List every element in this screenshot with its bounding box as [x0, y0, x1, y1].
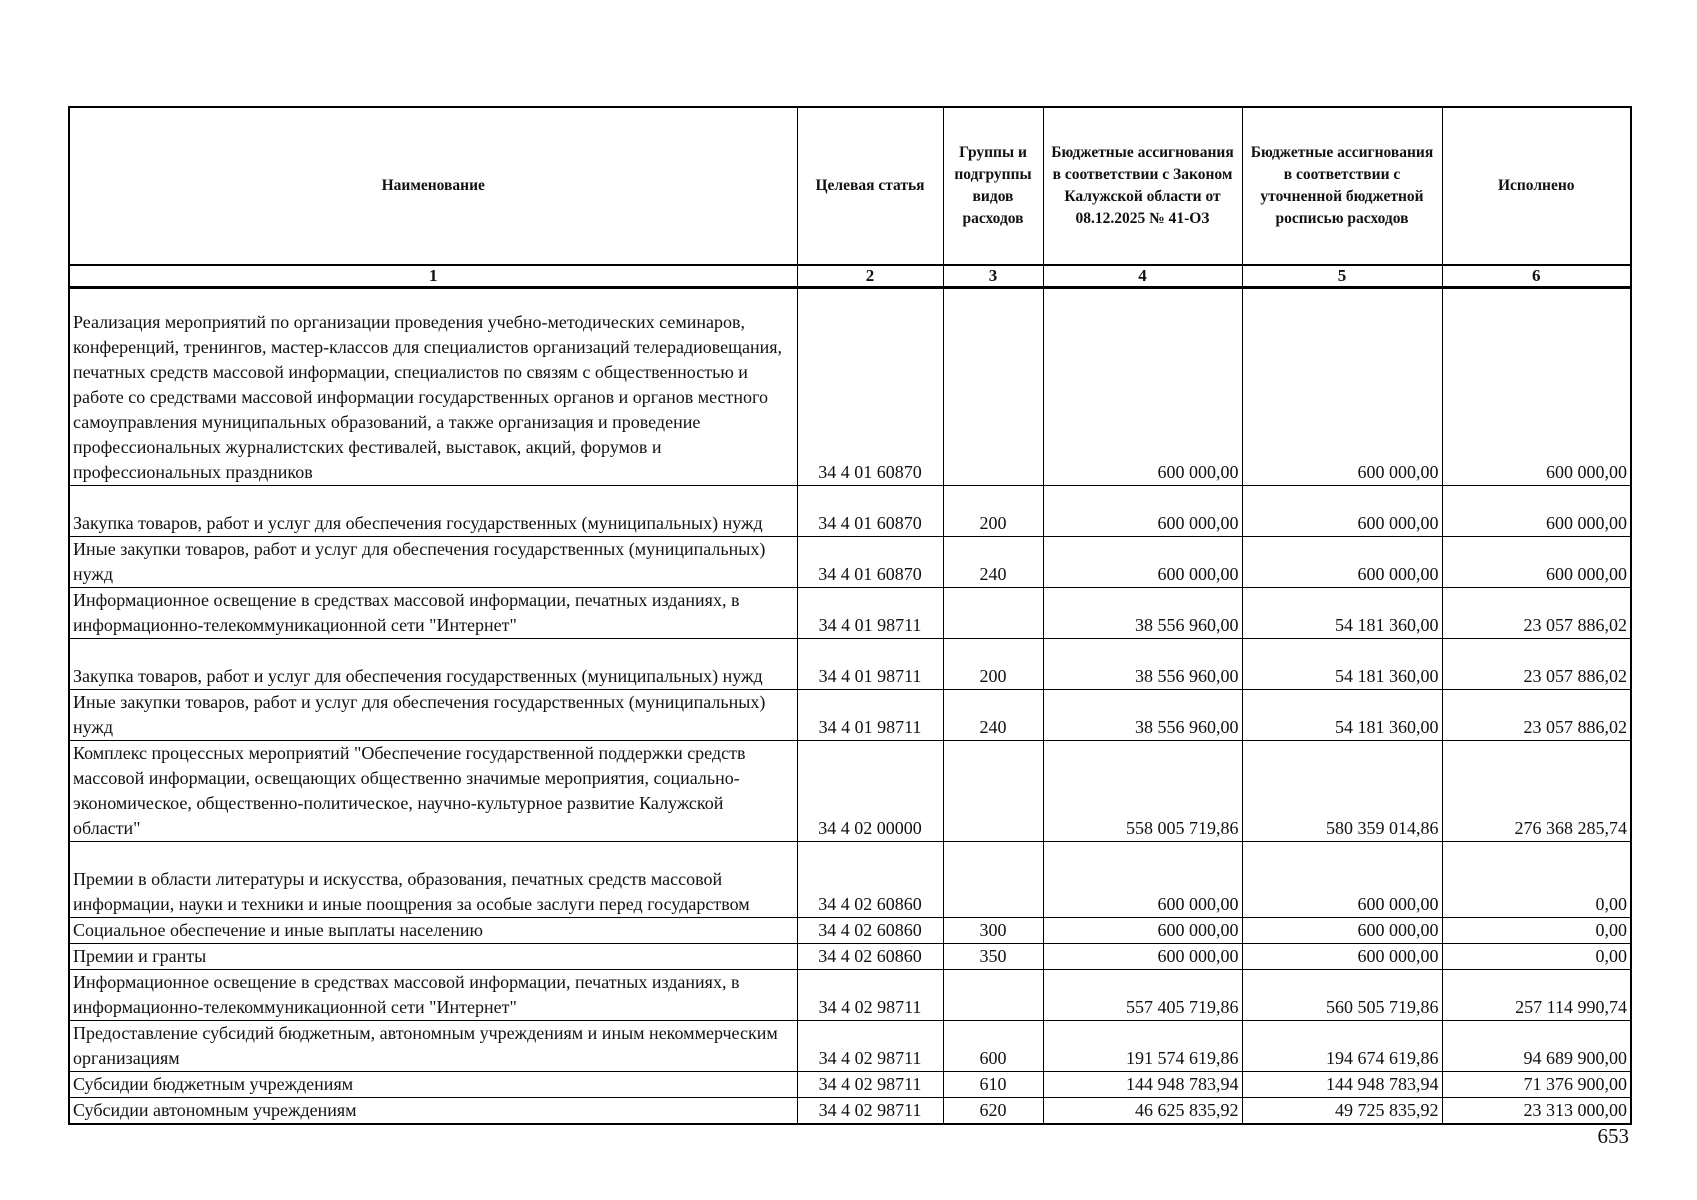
row-law-amount: 600 000,00: [1043, 842, 1242, 918]
row-executed-amount: 600 000,00: [1442, 537, 1631, 588]
table-row: [69, 1098, 1631, 1125]
row-group: 620: [943, 1098, 1043, 1125]
row-name: Предоставление субсидий бюджетным, автономным учреждениям и иным некоммерческим организациям: [69, 1021, 797, 1072]
row-executed-amount: 600 000,00: [1442, 486, 1631, 537]
row-law-amount: 38 556 960,00: [1043, 690, 1242, 741]
row-law-amount: 600 000,00: [1043, 537, 1242, 588]
header-refined-allocations: Бюджетные ассигнования в соответствии с уточненной бюджетной росписью расходов: [1242, 107, 1442, 265]
row-group: [943, 288, 1043, 486]
row-law-amount: 144 948 783,94: [1043, 1072, 1242, 1098]
row-law-amount: 38 556 960,00: [1043, 639, 1242, 690]
row-code: 34 4 02 98711: [797, 1021, 943, 1072]
table-row: [69, 842, 1631, 918]
row-name: Премии в области литературы и искусства, образования, печатных средств массовой информации, науки и техники и иные поощрения за особые заслуги перед государством: [69, 842, 797, 918]
row-group: [943, 970, 1043, 1021]
row-executed-amount: 257 114 990,74: [1442, 970, 1631, 1021]
row-refined-amount: 600 000,00: [1242, 944, 1442, 970]
row-group: 300: [943, 918, 1043, 944]
row-code: 34 4 01 98711: [797, 690, 943, 741]
row-refined-amount: 49 725 835,92: [1242, 1098, 1442, 1125]
row-group: [943, 741, 1043, 842]
column-number: 3: [943, 265, 1043, 288]
row-refined-amount: 600 000,00: [1242, 918, 1442, 944]
column-number-row: [69, 265, 1631, 288]
row-group: 610: [943, 1072, 1043, 1098]
row-group: 350: [943, 944, 1043, 970]
row-name: Субсидии бюджетным учреждениям: [69, 1072, 797, 1098]
row-name: Реализация мероприятий по организации проведения учебно-методических семинаров, конференций, тренингов, мастер-классов для специалистов организаций телерадиовещания, печатных средств массовой информации, специалистов по связям с общественностью и работе со средствами массовой информации государственных органов и органов местного самоуправления муниципальных образований, а также организация и проведение профессиональных журналистских фестивалей, выставок, акций, форумов и профессиональных праздников: [69, 288, 797, 486]
row-executed-amount: 23 057 886,02: [1442, 690, 1631, 741]
row-executed-amount: 23 057 886,02: [1442, 588, 1631, 639]
row-refined-amount: 144 948 783,94: [1242, 1072, 1442, 1098]
header-name: Наименование: [69, 107, 797, 265]
row-name: Комплекс процессных мероприятий "Обеспечение государственной поддержки средств массовой информации, освещающих общественно значимые мероприятия, социально-экономическое, общественно-политическое, научно-культурное развитие Калужской области": [69, 741, 797, 842]
row-executed-amount: 23 057 886,02: [1442, 639, 1631, 690]
table-row: [69, 918, 1631, 944]
row-law-amount: 46 625 835,92: [1043, 1098, 1242, 1125]
row-code: 34 4 02 60860: [797, 918, 943, 944]
row-law-amount: 600 000,00: [1043, 944, 1242, 970]
row-name: Премии и гранты: [69, 944, 797, 970]
row-group: 240: [943, 537, 1043, 588]
table-row: [69, 288, 1631, 486]
row-group: 600: [943, 1021, 1043, 1072]
row-refined-amount: 54 181 360,00: [1242, 690, 1442, 741]
row-refined-amount: 600 000,00: [1242, 537, 1442, 588]
table-row: [69, 944, 1631, 970]
row-law-amount: 600 000,00: [1043, 918, 1242, 944]
header-law-allocations: Бюджетные ассигнования в соответствии с Законом Калужской области от 08.12.2025 № 41-ОЗ: [1043, 107, 1242, 265]
table-row: [69, 486, 1631, 537]
row-name: Закупка товаров, работ и услуг для обеспечения государственных (муниципальных) нужд: [69, 639, 797, 690]
row-name: Иные закупки товаров, работ и услуг для обеспечения государственных (муниципальных) нужд: [69, 537, 797, 588]
column-number: 1: [69, 265, 797, 288]
table-row: [69, 639, 1631, 690]
column-number: 6: [1442, 265, 1631, 288]
row-name: Информационное освещение в средствах массовой информации, печатных изданиях, в информационно-телекоммуникационной сети "Интернет": [69, 970, 797, 1021]
table-row: [69, 588, 1631, 639]
row-executed-amount: 0,00: [1442, 842, 1631, 918]
row-code: 34 4 02 98711: [797, 1098, 943, 1125]
row-code: 34 4 01 98711: [797, 588, 943, 639]
table-header-row: [69, 107, 1631, 265]
header-expense-groups: Группы и подгруппы видов расходов: [943, 107, 1043, 265]
table-row: [69, 970, 1631, 1021]
row-refined-amount: 54 181 360,00: [1242, 588, 1442, 639]
row-refined-amount: 580 359 014,86: [1242, 741, 1442, 842]
row-group: [943, 588, 1043, 639]
header-target-article: Целевая статья: [797, 107, 943, 265]
table-row: [69, 690, 1631, 741]
row-group: 240: [943, 690, 1043, 741]
row-law-amount: 600 000,00: [1043, 288, 1242, 486]
row-law-amount: 191 574 619,86: [1043, 1021, 1242, 1072]
row-code: 34 4 02 00000: [797, 741, 943, 842]
row-code: 34 4 01 60870: [797, 486, 943, 537]
row-law-amount: 600 000,00: [1043, 486, 1242, 537]
row-executed-amount: 23 313 000,00: [1442, 1098, 1631, 1125]
row-refined-amount: 194 674 619,86: [1242, 1021, 1442, 1072]
column-number: 4: [1043, 265, 1242, 288]
row-executed-amount: 600 000,00: [1442, 288, 1631, 486]
row-code: 34 4 02 60860: [797, 944, 943, 970]
row-code: 34 4 02 60860: [797, 842, 943, 918]
row-code: 34 4 01 60870: [797, 288, 943, 486]
row-group: [943, 842, 1043, 918]
row-name: Информационное освещение в средствах массовой информации, печатных изданиях, в информационно-телекоммуникационной сети "Интернет": [69, 588, 797, 639]
row-name: Субсидии автономным учреждениям: [69, 1098, 797, 1125]
row-refined-amount: 600 000,00: [1242, 486, 1442, 537]
row-law-amount: 38 556 960,00: [1043, 588, 1242, 639]
row-executed-amount: 71 376 900,00: [1442, 1072, 1631, 1098]
table-row: [69, 1072, 1631, 1098]
row-name: Иные закупки товаров, работ и услуг для обеспечения государственных (муниципальных) нужд: [69, 690, 797, 741]
table-row: [69, 1021, 1631, 1072]
column-number: 5: [1242, 265, 1442, 288]
budget-table: [68, 106, 1632, 1125]
row-refined-amount: 560 505 719,86: [1242, 970, 1442, 1021]
column-number: 2: [797, 265, 943, 288]
row-executed-amount: 0,00: [1442, 944, 1631, 970]
row-group: 200: [943, 639, 1043, 690]
row-code: 34 4 02 98711: [797, 970, 943, 1021]
row-code: 34 4 01 60870: [797, 537, 943, 588]
row-group: 200: [943, 486, 1043, 537]
row-executed-amount: 0,00: [1442, 918, 1631, 944]
page-number: 653: [1597, 1124, 1629, 1148]
header-executed: Исполнено: [1442, 107, 1631, 265]
row-refined-amount: 54 181 360,00: [1242, 639, 1442, 690]
table-row: [69, 741, 1631, 842]
row-law-amount: 557 405 719,86: [1043, 970, 1242, 1021]
row-name: Социальное обеспечение и иные выплаты населению: [69, 918, 797, 944]
row-refined-amount: 600 000,00: [1242, 842, 1442, 918]
row-executed-amount: 94 689 900,00: [1442, 1021, 1631, 1072]
table-row: [69, 537, 1631, 588]
row-law-amount: 558 005 719,86: [1043, 741, 1242, 842]
row-code: 34 4 02 98711: [797, 1072, 943, 1098]
row-code: 34 4 01 98711: [797, 639, 943, 690]
row-refined-amount: 600 000,00: [1242, 288, 1442, 486]
row-name: Закупка товаров, работ и услуг для обеспечения государственных (муниципальных) нужд: [69, 486, 797, 537]
row-executed-amount: 276 368 285,74: [1442, 741, 1631, 842]
